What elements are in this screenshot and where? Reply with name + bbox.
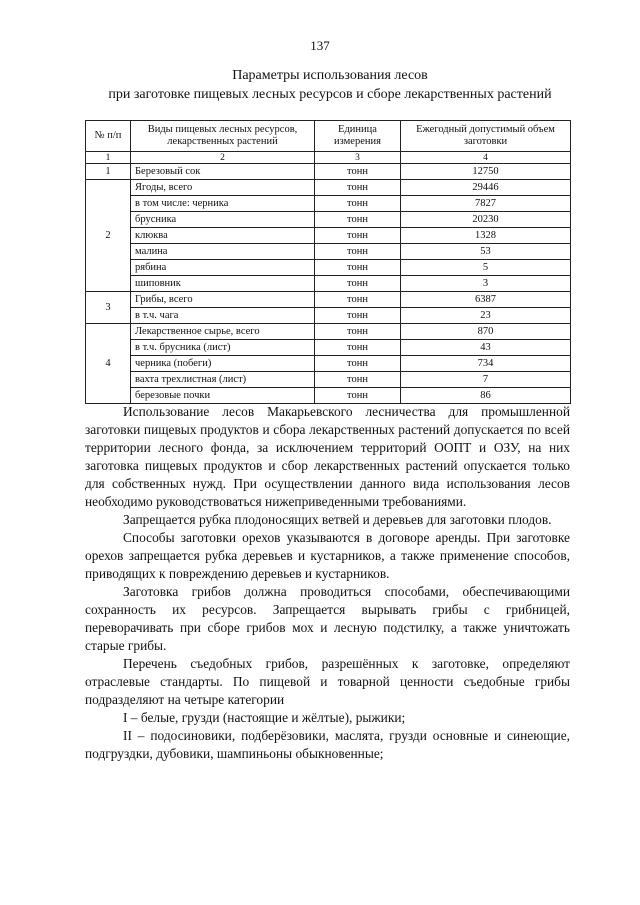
- unit-cell: тонн: [315, 292, 401, 308]
- paragraph: II – подосиновики, подберёзовики, маслята, грузди основные и синеющие, подгруздки, дубовики, шампиньоны обыкновенные;: [85, 728, 570, 761]
- unit-cell: тонн: [315, 308, 401, 324]
- column-number: 3: [315, 152, 401, 164]
- table-row: [86, 324, 571, 340]
- paragraph: Запрещается рубка плодоносящих ветвей и деревьев для заготовки плодов.: [123, 512, 552, 527]
- row-number: 2: [86, 180, 131, 292]
- unit-cell: тонн: [315, 356, 401, 372]
- table-row: [86, 196, 571, 212]
- resource-name: черника (побеги): [131, 356, 315, 372]
- title-line-2: при заготовке пищевых лесных ресурсов и сборе лекарственных растений: [108, 87, 552, 102]
- volume-cell: 1328: [401, 228, 571, 244]
- unit-cell: тонн: [315, 276, 401, 292]
- unit-cell: тонн: [315, 324, 401, 340]
- resource-name: в т.ч. брусника (лист): [131, 340, 315, 356]
- forest-usage-table: [85, 120, 571, 404]
- table-row: [86, 356, 571, 372]
- page-number: 137: [310, 38, 330, 53]
- paragraph: Использование лесов Макарьевского лесничества для промышленной заготовки пищевых продуктов и сбора лекарственных растений допускается по всей территории лесного фонда, за исключением территорий ООПТ и ОЗУ, на них заготовка пищевых продуктов и сбор лекарственных растений опускается только для собственных нужд. При осуществлении данного вида использования лесов необходимо руководствоваться нижеприведенными требованиями.: [85, 404, 570, 509]
- volume-cell: 23: [401, 308, 571, 324]
- unit-cell: тонн: [315, 340, 401, 356]
- volume-cell: 6387: [401, 292, 571, 308]
- resource-name: рябина: [131, 260, 315, 276]
- volume-cell: 7: [401, 372, 571, 388]
- volume-cell: 20230: [401, 212, 571, 228]
- volume-cell: 3: [401, 276, 571, 292]
- volume-cell: 5: [401, 260, 571, 276]
- resource-name: в том числе: черника: [131, 196, 315, 212]
- column-number: 2: [131, 152, 315, 164]
- table-row: [86, 372, 571, 388]
- unit-cell: тонн: [315, 388, 401, 404]
- volume-cell: 7827: [401, 196, 571, 212]
- table-header-row: [86, 121, 571, 152]
- resource-name: вахта трехлистная (лист): [131, 372, 315, 388]
- row-number: 1: [86, 164, 131, 180]
- unit-cell: тонн: [315, 212, 401, 228]
- table-body: [86, 164, 571, 404]
- resource-name: Ягоды, всего: [131, 180, 315, 196]
- table-row: [86, 244, 571, 260]
- body-text: [85, 403, 570, 763]
- volume-cell: 734: [401, 356, 571, 372]
- column-number-row: [86, 152, 571, 164]
- volume-cell: 29446: [401, 180, 571, 196]
- title-line-1: Параметры использования лесов: [232, 68, 428, 83]
- unit-cell: тонн: [315, 164, 401, 180]
- unit-cell: тонн: [315, 260, 401, 276]
- paragraph: Перечень съедобных грибов, разрешённых к заготовке, определяют отраслевые стандарты. По пищевой и товарной ценности съедобные грибы подразделяют на четыре категории: [85, 656, 570, 707]
- header-annual-volume: Ежегодный допустимый объем заготовки: [401, 121, 571, 152]
- unit-cell: тонн: [315, 228, 401, 244]
- resource-name: клюква: [131, 228, 315, 244]
- resource-name: шиповник: [131, 276, 315, 292]
- table-row: [86, 340, 571, 356]
- section-title: [60, 66, 600, 104]
- table-row: [86, 228, 571, 244]
- resource-name: березовые почки: [131, 388, 315, 404]
- table-row: [86, 292, 571, 308]
- table-row: [86, 276, 571, 292]
- column-number: 4: [401, 152, 571, 164]
- table-row: [86, 164, 571, 180]
- volume-cell: 12750: [401, 164, 571, 180]
- unit-cell: тонн: [315, 180, 401, 196]
- table-row: [86, 260, 571, 276]
- table-row: [86, 308, 571, 324]
- header-number: № п/п: [86, 121, 131, 152]
- volume-cell: 53: [401, 244, 571, 260]
- volume-cell: 43: [401, 340, 571, 356]
- volume-cell: 870: [401, 324, 571, 340]
- paragraph: Способы заготовки орехов указываются в договоре аренды. При заготовке орехов запрещается рубка деревьев и кустарников, а также применение способов, приводящих к повреждению деревьев и кустарников.: [85, 530, 570, 581]
- header-resource-type: Виды пищевых лесных ресурсов, лекарственных растений: [131, 121, 315, 152]
- unit-cell: тонн: [315, 196, 401, 212]
- resource-name: малина: [131, 244, 315, 260]
- row-number: 4: [86, 324, 131, 404]
- table-row: [86, 388, 571, 404]
- resource-name: Лекарственное сырье, всего: [131, 324, 315, 340]
- row-number: 3: [86, 292, 131, 324]
- resource-name: Грибы, всего: [131, 292, 315, 308]
- table-row: [86, 180, 571, 196]
- resource-name: в т.ч. чага: [131, 308, 315, 324]
- volume-cell: 86: [401, 388, 571, 404]
- table-row: [86, 212, 571, 228]
- unit-cell: тонн: [315, 244, 401, 260]
- resource-name: Березовый сок: [131, 164, 315, 180]
- paragraph: Заготовка грибов должна проводиться способами, обеспечивающими сохранность их ресурсов. Запрещается вырывать грибы с грибницей, переворачивать при сборе грибов мох и лесную подстилку, а также уничтожать старые грибы.: [85, 584, 570, 653]
- paragraph: I – белые, грузди (настоящие и жёлтые), рыжики;: [123, 710, 406, 725]
- resource-name: брусника: [131, 212, 315, 228]
- header-unit: Единица измерения: [315, 121, 401, 152]
- unit-cell: тонн: [315, 372, 401, 388]
- column-number: 1: [86, 152, 131, 164]
